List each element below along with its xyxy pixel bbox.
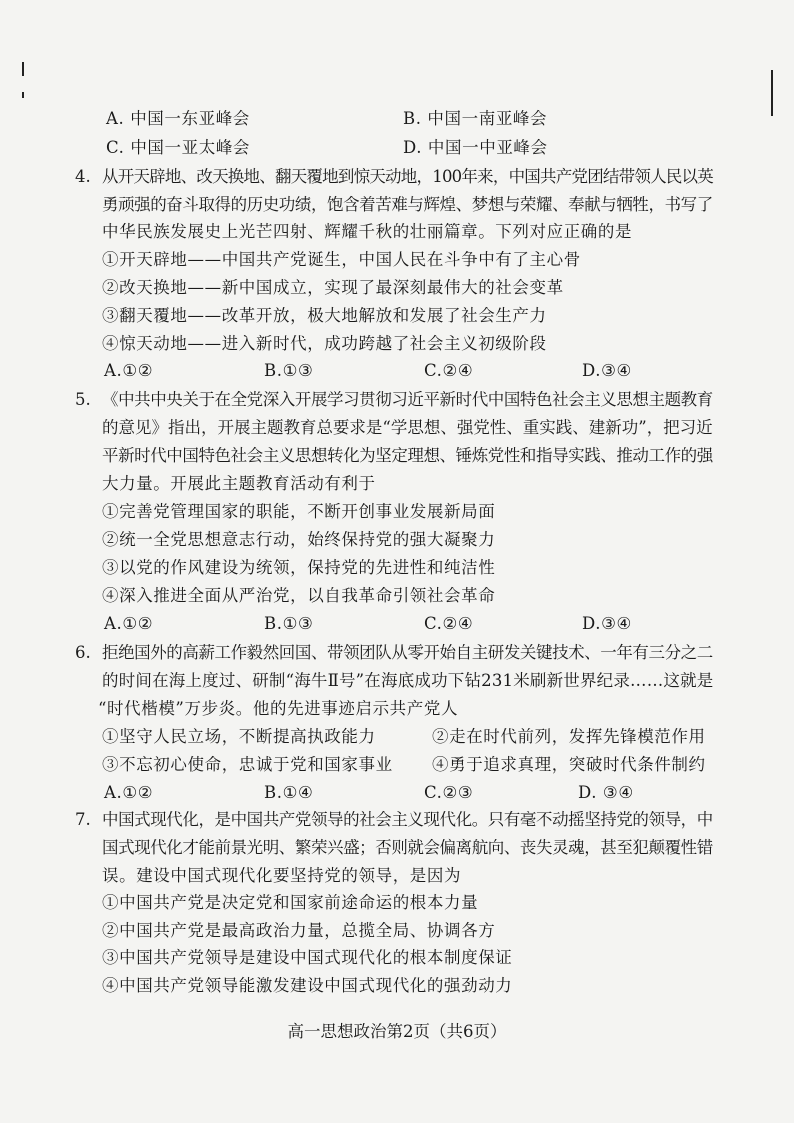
scan-mark-left-2 (22, 92, 24, 98)
q3-option-a: A. 中国一东亚峰会 (106, 109, 250, 128)
q4-option-b: B.①③ (264, 361, 314, 380)
q4-stem-3: 中华民族发展史上光芒四射、辉耀千秋的壮丽篇章。下列对应正确的是 (102, 222, 633, 241)
q3-option-d: D. 中国一中亚峰会 (403, 138, 548, 157)
q6-statement-4: ④勇于追求真理，突破时代条件制约 (432, 755, 706, 774)
q4-option-a: A.①② (104, 361, 154, 380)
q4-statement-3: ③翻天覆地——改革开放，极大地解放和发展了社会生产力 (102, 306, 547, 325)
q7-stem-2: 国式现代化才能前景光明、繁荣兴盛；否则就会偏离航向、丧失灵魂，甚至犯颠覆性错 (102, 838, 713, 857)
q6-option-b: B.①④ (264, 783, 314, 802)
q6-statement-1: ①坚守人民立场，不断提高执政能力 (102, 727, 376, 746)
q5-stem-1: 《中共中央关于在全党深入开展学习贯彻习近平新时代中国特色社会主义思想主题教育 (102, 390, 713, 409)
scan-mark-left (22, 62, 24, 76)
q6-statement-2: ②走在时代前列，发挥先锋模范作用 (432, 727, 706, 746)
q5-statement-2: ②统一全党思想意志行动，始终保持党的强大凝聚力 (102, 530, 496, 549)
question-number: 4. (75, 167, 91, 186)
q4-statement-1: ①开天辟地——中国共产党诞生，中国人民在斗争中有了主心骨 (102, 250, 581, 269)
scan-mark-right (771, 70, 773, 116)
q6-stem-1: 拒绝国外的高薪工作毅然回国、带领团队从零开始自主研发关键技术、一年有三分之二 (102, 643, 713, 662)
q6-stem-3: “时代楷模”万步炎。他的先进事迹启示共产党人 (98, 699, 459, 718)
q5-statement-4: ④深入推进全面从严治党，以自我革命引领社会革命 (102, 586, 496, 605)
q6-option-d: D. ③④ (578, 783, 634, 802)
q6-stem-2: 的时间在海上度过、研制“海牛Ⅱ号”在海底成功下钻231米刷新世界纪录……这就是 (102, 671, 714, 690)
q5-stem-2: 的意见》指出，开展主题教育总要求是“学思想、强党性、重实践、建新功”，把习近 (102, 418, 713, 437)
q7-statement-3: ③中国共产党领导是建设中国式现代化的根本制度保证 (102, 948, 513, 967)
q5-statement-3: ③以党的作风建设为统领，保持党的先进性和纯洁性 (102, 558, 496, 577)
q6-option-c: C.②③ (424, 783, 474, 802)
q4-stem-1: 从开天辟地、改天换地、翻天覆地到惊天动地，100年来，中国共产党团结带领人民以英 (102, 167, 713, 186)
q7-statement-2: ②中国共产党是最高政治力量，总揽全局、协调各方 (102, 921, 496, 940)
q3-option-c: C. 中国一亚太峰会 (106, 138, 251, 157)
q5-stem-3: 平新时代中国特色社会主义思想转化为坚定理想、锤炼党性和指导实践、推动工作的强 (102, 446, 713, 465)
q4-statement-2: ②改天换地——新中国成立，实现了最深刻最伟大的社会变革 (102, 278, 564, 297)
q5-option-d: D.③④ (582, 614, 632, 633)
q7-stem-3: 误。建设中国式现代化要坚持党的领导，是因为 (102, 866, 462, 885)
q4-statement-4: ④惊天动地——进入新时代，成功跨越了社会主义初级阶段 (102, 334, 547, 353)
q7-statement-1: ①中国共产党是决定党和国家前途命运的根本力量 (102, 893, 479, 912)
q5-option-b: B.①③ (264, 614, 314, 633)
q6-statement-3: ③不忘初心使命，忠诚于党和国家事业 (102, 755, 393, 774)
q7-stem-1: 中国式现代化，是中国共产党领导的社会主义现代化。只有毫不动摇坚持党的领导，中 (102, 810, 713, 829)
q4-option-c: C.②④ (424, 361, 474, 380)
q5-option-c: C.②④ (424, 614, 474, 633)
page-footer: 高一思想政治第2页（共6页） (287, 1022, 507, 1041)
question-number: 6. (75, 643, 91, 662)
question-number: 5. (75, 390, 91, 409)
q6-option-a: A.①② (104, 783, 154, 802)
q5-option-a: A.①② (104, 614, 154, 633)
q5-statement-1: ①完善党管理国家的职能，不断开创事业发展新局面 (102, 502, 496, 521)
q3-option-b: B. 中国一南亚峰会 (403, 109, 548, 128)
q7-statement-4: ④中国共产党领导能激发建设中国式现代化的强劲动力 (102, 976, 513, 995)
q5-stem-4: 大力量。开展此主题教育活动有利于 (102, 474, 376, 493)
question-number: 7. (75, 810, 91, 829)
q4-option-d: D.③④ (582, 361, 632, 380)
q4-stem-2: 勇顽强的奋斗取得的历史功绩，饱含着苦难与辉煌、梦想与荣耀、奉献与牺牲，书写了 (102, 195, 713, 214)
